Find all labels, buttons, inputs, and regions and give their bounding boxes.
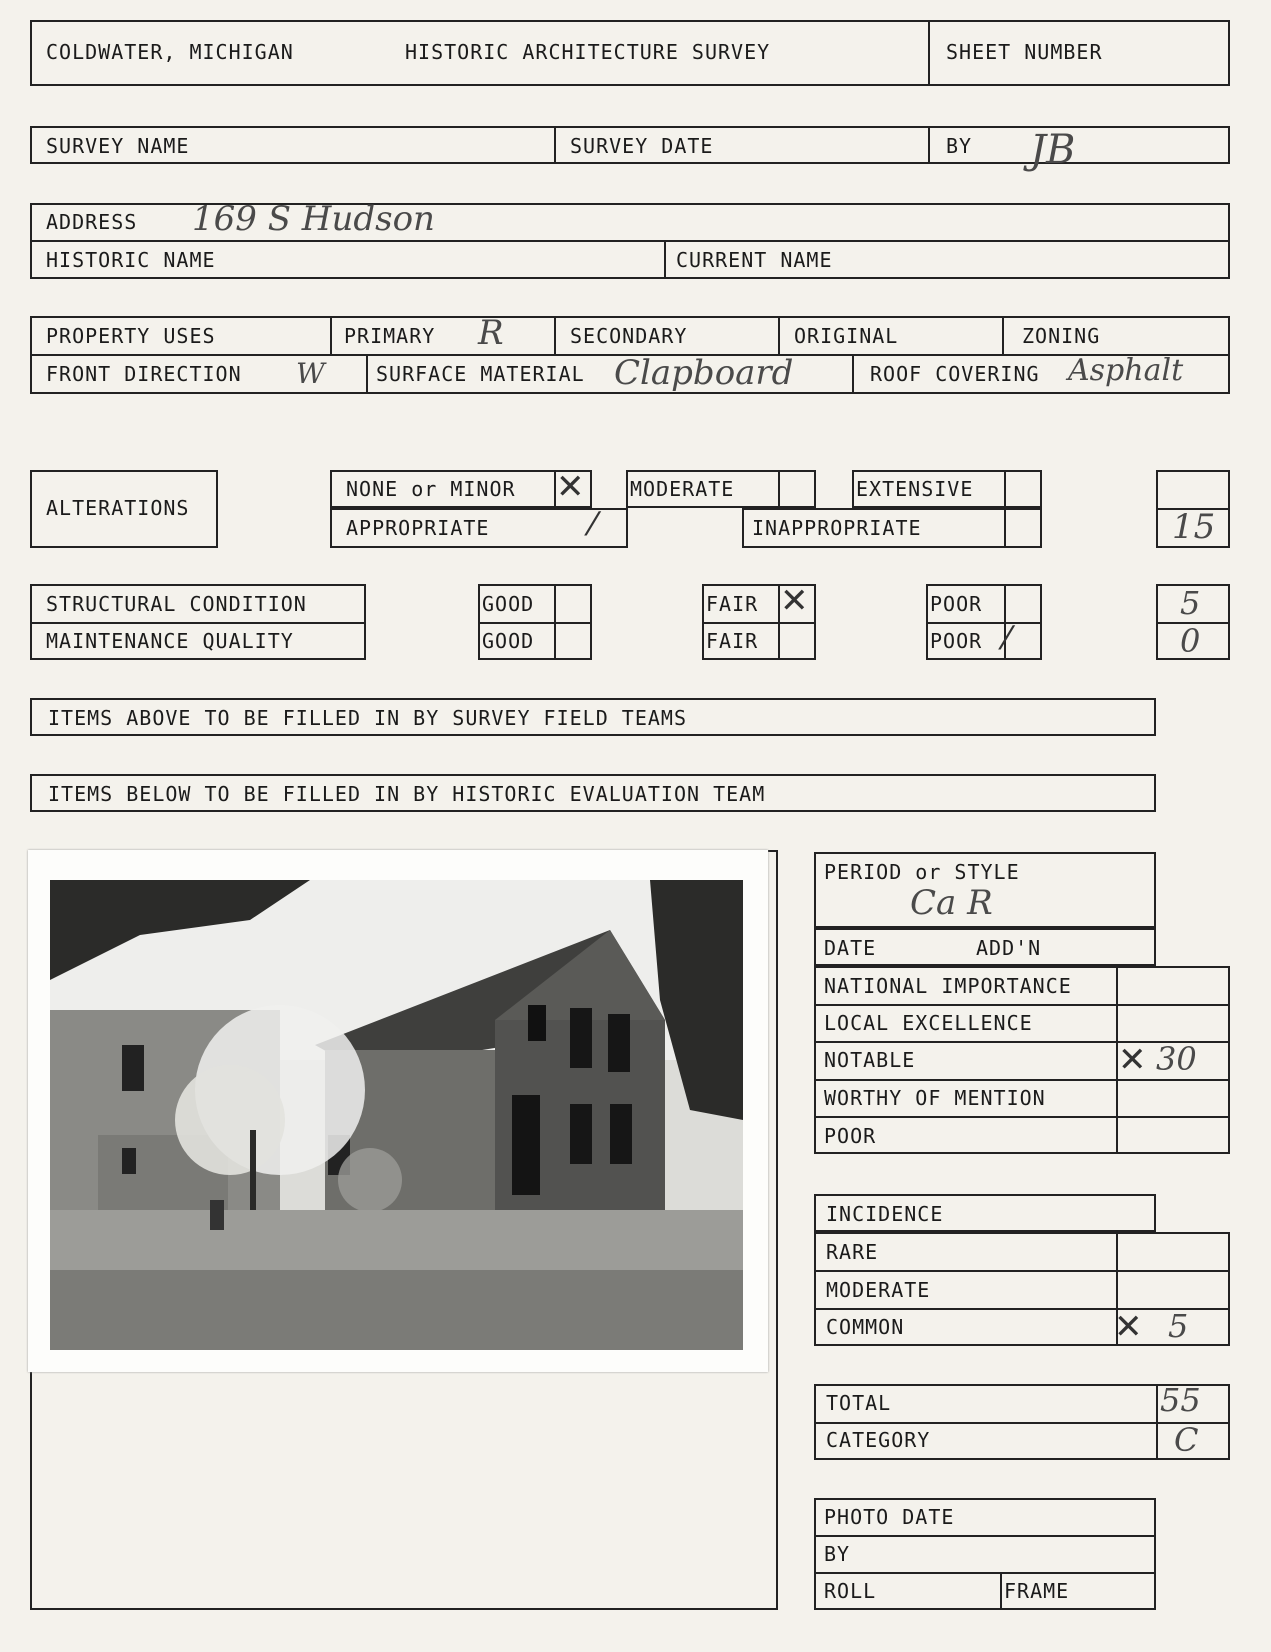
city-title: COLDWATER, MICHIGAN xyxy=(46,40,294,64)
survey-name-label: SURVEY NAME xyxy=(46,134,190,158)
period-value: Ca R xyxy=(910,883,993,923)
structural-score: 5 xyxy=(1180,584,1201,622)
evaluation-team-note: ITEMS BELOW TO BE FILLED IN BY HISTORIC EVALUATION TEAM xyxy=(48,782,766,806)
roll-label: ROLL xyxy=(824,1579,877,1603)
frame-label: FRAME xyxy=(1004,1579,1070,1603)
inappropriate-label: INAPPROPRIATE xyxy=(752,516,922,540)
historic-name-label: HISTORIC NAME xyxy=(46,248,216,272)
structural-poor-label: POOR xyxy=(930,592,983,616)
maintenance-good-label: GOOD xyxy=(482,629,535,653)
appropriate-label: APPROPRIATE xyxy=(346,516,490,540)
original-label: ORIGINAL xyxy=(794,324,899,348)
none-minor-label: NONE or MINOR xyxy=(346,477,516,501)
none-minor-check-icon: ✕ xyxy=(556,467,585,507)
survey-by-signature: JB xyxy=(1030,127,1076,173)
evaluation-poor-label: POOR xyxy=(824,1124,877,1148)
period-label: PERIOD or STYLE xyxy=(824,860,1020,884)
category-label: CATEGORY xyxy=(826,1428,931,1452)
local-excellence-label: LOCAL EXCELLENCE xyxy=(824,1011,1033,1035)
structural-fair-label: FAIR xyxy=(706,592,759,616)
addn-label: ADD'N xyxy=(976,936,1042,960)
alterations-score: 15 xyxy=(1172,507,1216,547)
notable-check-icon: ✕ xyxy=(1118,1040,1147,1080)
survey-date-label: SURVEY DATE xyxy=(570,134,714,158)
maintenance-poor-label: POOR xyxy=(930,629,983,653)
field-team-note: ITEMS ABOVE TO BE FILLED IN BY SURVEY FIELD TEAMS xyxy=(48,706,688,730)
notable-score: 30 xyxy=(1156,1040,1197,1078)
structural-fair-check-icon: ✕ xyxy=(780,581,809,621)
extensive-label: EXTENSIVE xyxy=(856,477,974,501)
common-score: 5 xyxy=(1168,1307,1189,1345)
current-name-label: CURRENT NAME xyxy=(676,248,833,272)
address-value: 169 S Hudson xyxy=(192,199,435,239)
notable-label: NOTABLE xyxy=(824,1048,916,1072)
zoning-label: ZONING xyxy=(1022,324,1101,348)
common-label: COMMON xyxy=(826,1315,905,1339)
front-direction-value: W xyxy=(296,357,325,390)
national-importance-label: NATIONAL IMPORTANCE xyxy=(824,974,1072,998)
total-value: 55 xyxy=(1160,1381,1201,1419)
incidence-label: INCIDENCE xyxy=(826,1202,944,1226)
secondary-label: SECONDARY xyxy=(570,324,688,348)
maintenance-fair-label: FAIR xyxy=(706,629,759,653)
structural-good-label: GOOD xyxy=(482,592,535,616)
rare-label: RARE xyxy=(826,1240,879,1264)
maintenance-poor-check-icon: ⁄ xyxy=(1004,619,1010,657)
incidence-moderate-label: MODERATE xyxy=(826,1278,931,1302)
structural-condition-label: STRUCTURAL CONDITION xyxy=(46,592,307,616)
surface-material-label: SURFACE MATERIAL xyxy=(376,362,585,386)
appropriate-check-icon: ⁄ xyxy=(590,505,596,543)
photo-date-label: PHOTO DATE xyxy=(824,1505,955,1529)
primary-value: R xyxy=(478,313,504,353)
common-check-icon: ✕ xyxy=(1114,1307,1143,1347)
maintenance-score: 0 xyxy=(1180,622,1201,660)
address-label: ADDRESS xyxy=(46,210,138,234)
front-direction-label: FRONT DIRECTION xyxy=(46,362,242,386)
photo-by-label: BY xyxy=(824,1542,851,1566)
worthy-of-mention-label: WORTHY OF MENTION xyxy=(824,1086,1046,1110)
survey-by-label: BY xyxy=(946,134,973,158)
date-label: DATE xyxy=(824,936,877,960)
alterations-label: ALTERATIONS xyxy=(46,496,190,520)
primary-label: PRIMARY xyxy=(344,324,436,348)
roof-covering-label: ROOF COVERING xyxy=(870,362,1040,386)
moderate-alt-label: MODERATE xyxy=(630,477,735,501)
surface-material-value: Clapboard xyxy=(614,353,794,393)
total-label: TOTAL xyxy=(826,1391,892,1415)
sheet-number-label: SHEET NUMBER xyxy=(946,40,1103,64)
property-uses-label: PROPERTY USES xyxy=(46,324,216,348)
house-photo xyxy=(50,880,743,1350)
category-value: C xyxy=(1174,1421,1199,1459)
form-title: HISTORIC ARCHITECTURE SURVEY xyxy=(405,40,771,64)
maintenance-quality-label: MAINTENANCE QUALITY xyxy=(46,629,294,653)
roof-covering-value: Asphalt xyxy=(1068,353,1184,388)
